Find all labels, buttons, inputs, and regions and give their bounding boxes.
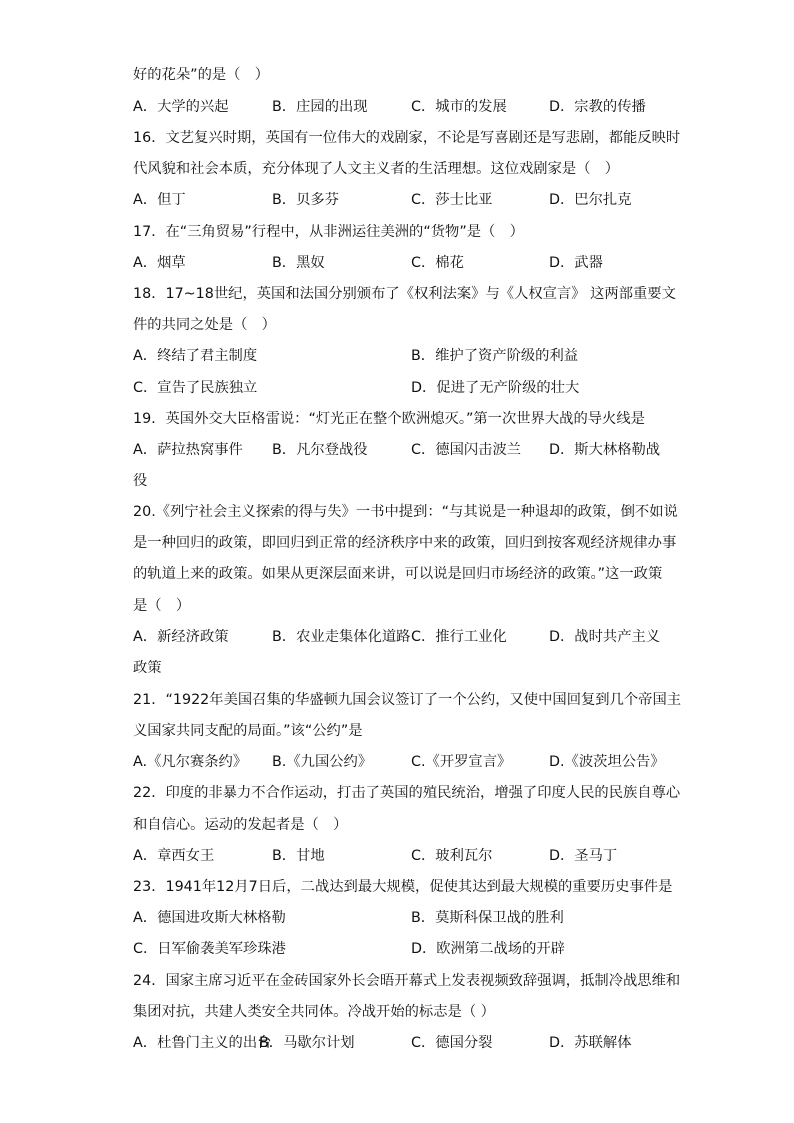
option-c[interactable]: C．城市的发展 — [411, 99, 507, 115]
option-b[interactable]: B．庄园的出现 — [272, 99, 368, 115]
options-row-q22 — [133, 846, 673, 866]
question-stem-line: 21．“1922年美国召集的华盛顿九国会议签订了一个公约，又使中国回复到几个帝国主 — [133, 692, 682, 708]
option-wrap-text: 政策 — [133, 660, 162, 676]
option-c[interactable]: C．推行工业化 — [411, 629, 507, 645]
options-row-q16 — [133, 190, 673, 210]
question-stem-line: 16．文艺复兴时期，英国有一位伟大的戏剧家，不论是写喜剧还是写悲剧，都能反映时 — [133, 130, 681, 146]
option-a[interactable]: A．烟草 — [133, 255, 186, 271]
option-b[interactable]: B．甘地 — [272, 848, 325, 864]
option-b[interactable]: B．马歇尔计划 — [259, 1035, 355, 1051]
option-c[interactable]: C．玻利瓦尔 — [411, 848, 493, 864]
option-c[interactable]: C．德国分裂 — [411, 1035, 493, 1051]
option-a[interactable]: A．但丁 — [133, 192, 186, 208]
option-wrap-text: 役 — [133, 473, 148, 489]
options-row-q23-2 — [133, 939, 673, 959]
question-stem-line: 代风貌和社会本质，充分体现了人文主义者的生活理想。这位戏剧家是（ ） — [133, 161, 620, 177]
question-stem-line: 17．在“三角贸易”行程中，从非洲运往美洲的“货物”是（ ） — [133, 224, 524, 240]
option-a[interactable]: A．大学的兴起 — [133, 99, 229, 115]
option-d[interactable]: D．武器 — [549, 255, 603, 271]
options-row-q20 — [133, 627, 673, 647]
options-row-q18-2 — [133, 378, 673, 398]
question-stem-line: 24．国家主席习近平在金砖国家外长会晤开幕式上发表视频致辞强调，抵制冷战思维和 — [133, 973, 681, 989]
question-stem-line: 义国家共同支配的局面。”该“公约”是 — [133, 723, 363, 739]
option-b[interactable]: B．凡尔登战役 — [272, 442, 368, 458]
question-stem-line: 的轨道上来的政策。如果从更深层面来讲，可以说是回归市场经济的政策。”这一政策 — [133, 566, 663, 582]
option-c[interactable]: C．莎士比亚 — [411, 192, 493, 208]
question-stem-line: 件的共同之处是（ ） — [133, 317, 276, 333]
option-a[interactable]: A．杜鲁门主义的出台 — [133, 1035, 272, 1051]
option-c[interactable]: C．宣告了民族独立 — [133, 380, 258, 396]
question-stem-line: 19．英国外交大臣格雷说：“灯光正在整个欧洲熄灭。”第一次世界大战的导火线是 — [133, 411, 645, 427]
question-stem-line: 22．印度的非暴力不合作运动，打击了英国的殖民统治，增强了印度人民的民族自尊心 — [133, 785, 681, 801]
question-stem-line: 好的花朵”的是（ ） — [133, 67, 270, 83]
option-d[interactable]: D．圣马丁 — [549, 848, 618, 864]
options-row-q23-1 — [133, 908, 673, 928]
question-stem-line: 是（ ） — [133, 598, 191, 614]
options-row-q19 — [133, 440, 673, 460]
option-a[interactable]: A．新经济政策 — [133, 629, 229, 645]
option-d[interactable]: D．欧洲第二战场的开辟 — [411, 941, 565, 957]
option-c[interactable]: C．德国闪击波兰 — [411, 442, 522, 458]
option-b[interactable]: B.《九国公约》 — [272, 754, 373, 770]
option-a[interactable]: A．萨拉热窝事件 — [133, 442, 243, 458]
option-d[interactable]: D．斯大林格勒战 — [549, 442, 661, 458]
options-row-q21 — [133, 752, 673, 772]
question-stem-line: 23．1941年12月7日后，二战达到最大规模，促使其达到最大规模的重要历史事件是 — [133, 879, 673, 895]
question-stem-line: 集团对抗，共建人类安全共同体。冷战开始的标志是（ ） — [133, 1004, 495, 1020]
option-d[interactable]: D．苏联解体 — [549, 1035, 632, 1051]
question-stem-line: 和自信心。运动的发起者是（ ） — [133, 817, 348, 833]
options-row-q24 — [133, 1033, 673, 1053]
question-stem-line: 18．17~18世纪，英国和法国分别颁布了《权利法案》与《人权宣言》 这两部重要文 — [133, 286, 676, 302]
option-b[interactable]: B．莫斯科保卫战的胜利 — [411, 910, 564, 926]
option-c[interactable]: C．日军偷袭美军珍珠港 — [133, 941, 286, 957]
option-d[interactable]: D．战时共产主义 — [549, 629, 661, 645]
options-row-q15 — [133, 97, 673, 117]
options-row-q17 — [133, 253, 673, 273]
option-c[interactable]: C.《开罗宣言》 — [411, 754, 512, 770]
question-stem-line: 是一种回归的政策，即回归到正常的经济秩序中来的政策，回归到按客观经济规律办事 — [133, 535, 677, 551]
option-d[interactable]: D．促进了无产阶级的壮大 — [411, 380, 580, 396]
option-a[interactable]: A．章西女王 — [133, 848, 215, 864]
question-stem-line: 20.《列宁社会主义探索的得与失》一书中提到：“与其说是一种退却的政策，倒不如说 — [133, 504, 678, 520]
option-a[interactable]: A．德国进攻斯大林格勒 — [133, 910, 286, 926]
option-c[interactable]: C．棉花 — [411, 255, 464, 271]
option-a[interactable]: A.《凡尔赛条约》 — [133, 754, 248, 770]
option-d[interactable]: D．宗教的传播 — [549, 99, 646, 115]
option-d[interactable]: D．巴尔扎克 — [549, 192, 632, 208]
option-b[interactable]: B．农业走集体化道路 — [272, 629, 411, 645]
option-b[interactable]: B．贝多芬 — [272, 192, 339, 208]
option-a[interactable]: A．终结了君主制度 — [133, 348, 258, 364]
options-row-q18-1 — [133, 346, 673, 366]
option-d[interactable]: D.《波茨坦公告》 — [549, 754, 665, 770]
option-b[interactable]: B．维护了资产阶级的利益 — [411, 348, 579, 364]
option-b[interactable]: B．黑奴 — [272, 255, 325, 271]
